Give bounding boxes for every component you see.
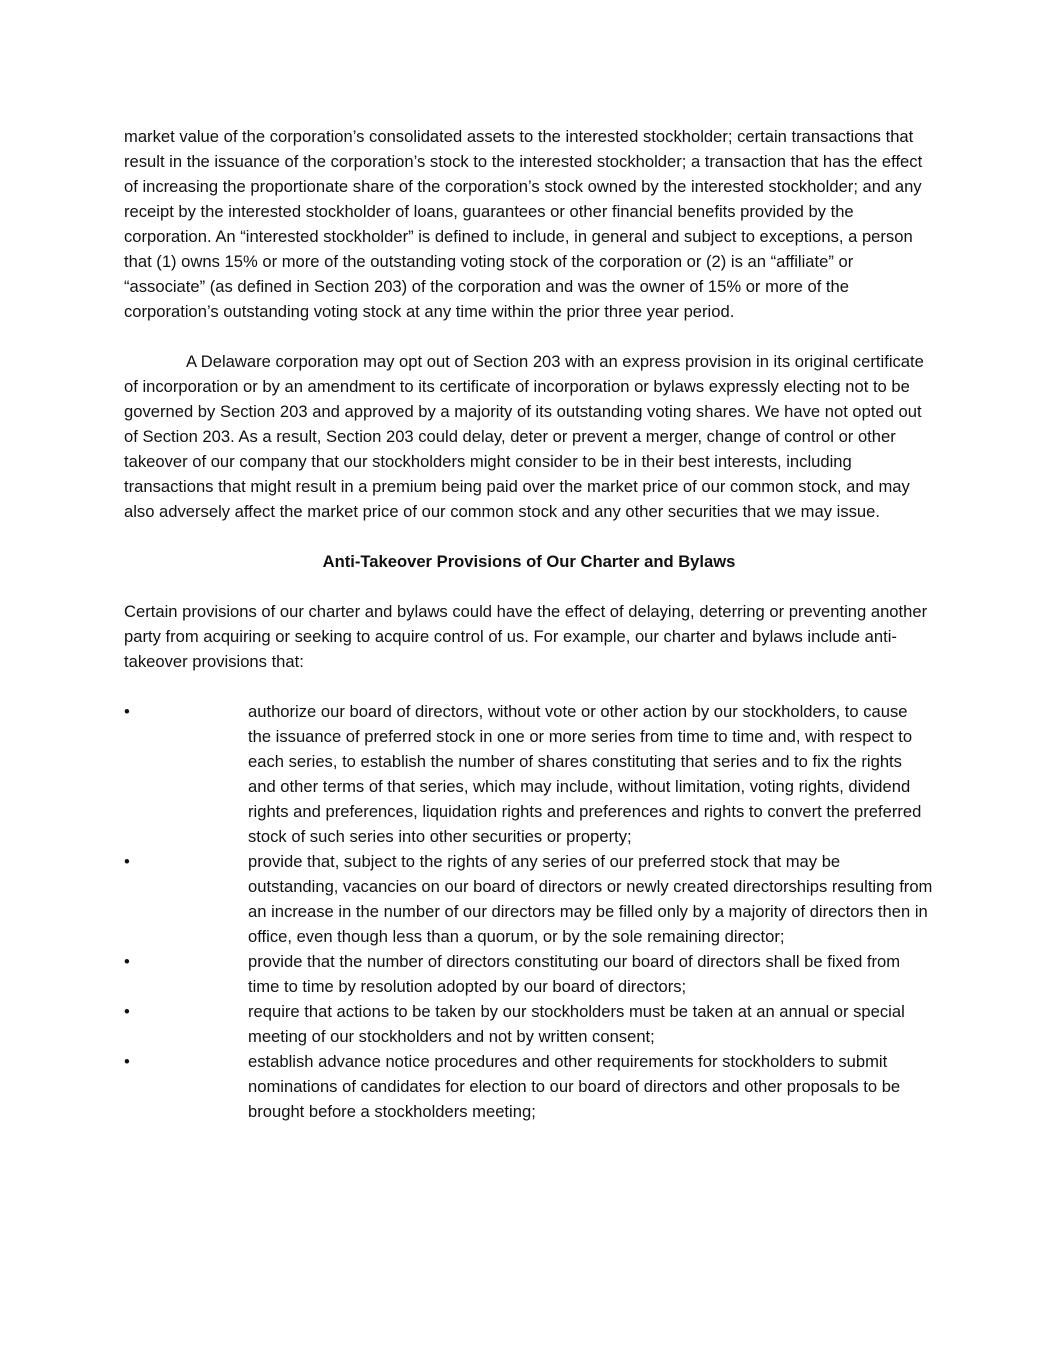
bullet-icon: • [124, 1002, 130, 1021]
paragraph-section-203-definitions: market value of the corporation’s consolidated assets to the interested stockholder; certain transactions that result in the issuance of the corporation’s stock to the interested stockholder; a transaction that has the effect of increasing the proportionate share of the corporation’s stock owned by the interested stockholder; and any receipt by the interested stockholder of loans, guarantees or other financial benefits provided by the corporation. An “interested stockholder” is defined to include, in general and subject to exceptions, a person that (1) owns 15% or more of the outstanding voting stock of the corporation or (2) is an “affiliate” or “associate” (as defined in Section 203) of the corporation and was the owner of 15% or more of the corporation’s outstanding voting stock at any time within the prior three year period. [124, 127, 923, 321]
bullet-icon: • [124, 852, 130, 871]
list-item [124, 1049, 934, 1124]
bullet-icon: • [124, 952, 130, 971]
bullet-icon: • [124, 1052, 130, 1071]
section-heading: Anti-Takeover Provisions of Our Charter and Bylaws [322, 552, 736, 571]
list-item-text: require that actions to be taken by our stockholders must be taken at an annual or special meeting of our stockholders and not by written consent; [248, 1002, 905, 1046]
list-item-text: authorize our board of directors, without vote or other action by our stockholders, to cause the issuance of preferred stock in one or more series from time to time and, with respect to each series, to establish the number of shares constituting that series and to fix the rights and other terms of that series, which may include, without limitation, voting rights, dividend rights and preferences, liquidation rights and preferences and rights to convert the preferred stock of such series into other securities or property; [248, 702, 922, 846]
paragraph-section-203-opt-out: A Delaware corporation may opt out of Section 203 with an express provision in its original certificate of incorporation or by an amendment to its certificate of incorporation or bylaws expressly electing not to be governed by Section 203 and approved by a majority of its outstanding voting shares. We have not opted out of Section 203. As a result, Section 203 could delay, deter or prevent a merger, change of control or other takeover of our company that our stockholders might consider to be in their best interests, including transactions that might result in a premium being paid over the market price of our common stock, and may also adversely affect the market price of our common stock and any other securities that we may issue. [124, 352, 924, 521]
document-page [124, 124, 934, 1124]
list-item [124, 849, 934, 949]
list-item-text: provide that the number of directors constituting our board of directors shall be fixed from time to time by resolution adopted by our board of directors; [248, 952, 901, 996]
paragraph-anti-takeover-intro: Certain provisions of our charter and bylaws could have the effect of delaying, deterring or preventing another party from acquiring or seeking to acquire control of us. For example, our charter and bylaws include anti-takeover provisions that: [124, 602, 928, 671]
bullet-icon: • [124, 702, 130, 721]
list-item-text: establish advance notice procedures and other requirements for stockholders to submit nominations of candidates for election to our board of directors and other proposals to be brought before a stockholders meeting; [248, 1052, 901, 1121]
list-item [124, 699, 934, 849]
list-item [124, 949, 934, 999]
list-item [124, 999, 934, 1049]
anti-takeover-provisions-list [124, 699, 934, 1124]
list-item-text: provide that, subject to the rights of any series of our preferred stock that may be outstanding, vacancies on our board of directors or newly created directorships resulting from an increase in the number of our directors may be filled only by a majority of directors then in office, even though less than a quorum, or by the sole remaining director; [248, 852, 933, 946]
